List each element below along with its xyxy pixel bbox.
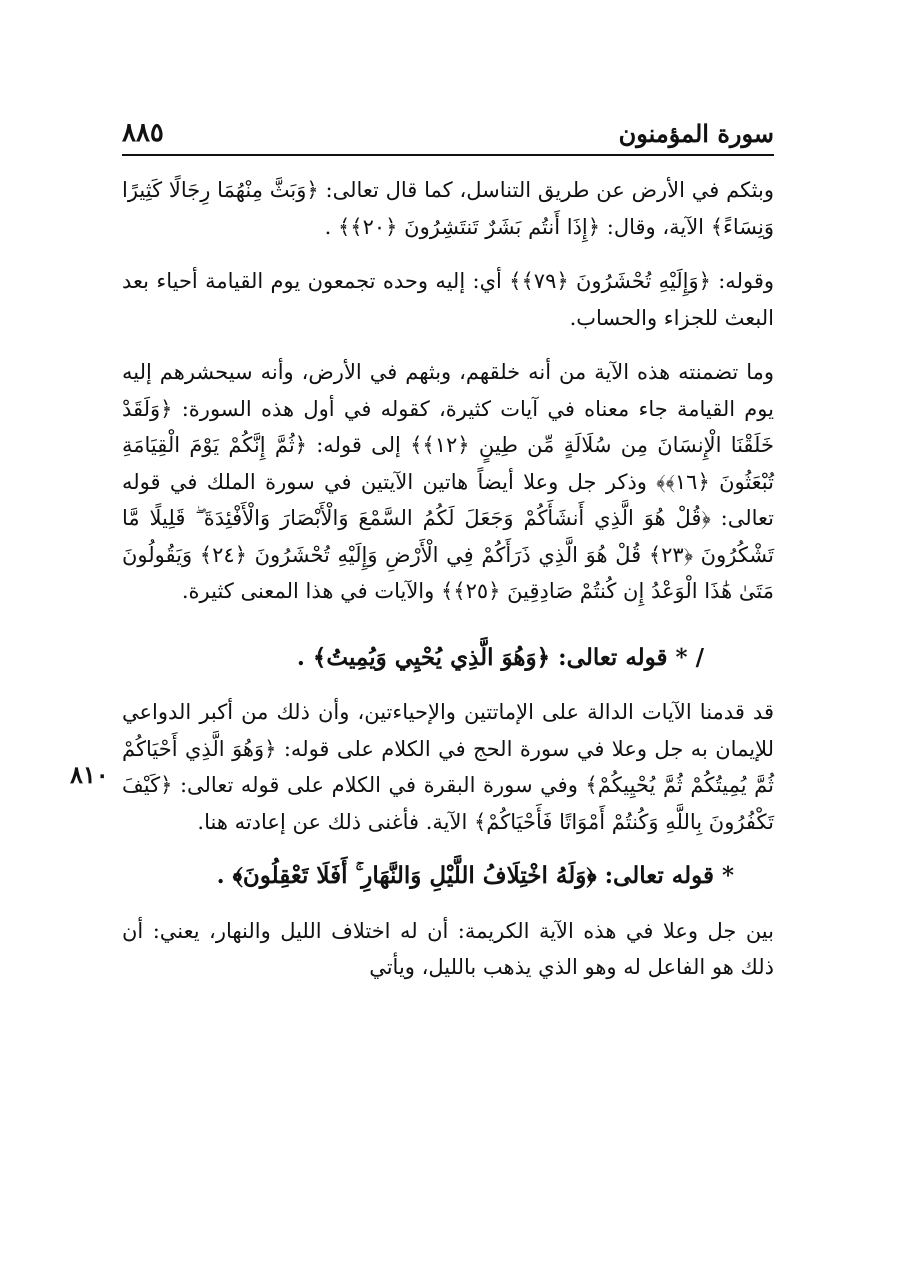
paragraph-5: بين جل وعلا في هذه الآية الكريمة: أن له اختلاف الليل والنهار، يعني: أن ذلك هو الفاعل له وهو الذي يذهب بالليل، ويأتي bbox=[122, 918, 774, 979]
page-number: ٨٨٥ bbox=[122, 118, 164, 148]
paragraph-3: وما تضمنته هذه الآية من أنه خلقهم، وبثهم في الأرض، وأنه سيحشرهم إليه يوم القيامة جاء معناه في آيات كثيرة، كقوله في أول هذه السورة: ﴿وَلَقَدْ خَلَقْنَا الْإِنسَانَ مِن سُلَالَةٍ مِّن طِينٍ ﴿١٢﴾﴾ إلى قوله: ﴿ثُمَّ إِنَّكُمْ يَوْمَ الْقِيَامَةِ تُبْعَثُونَ ﴿١٦﴾﴾ وذكر جل وعلا أيضاً هاتين الآيتين في سورة الملك في قوله تعالى: ﴿قُلْ هُوَ الَّذِي أَنشَأَكُمْ وَجَعَلَ لَكُمُ السَّمْعَ وَالْأَبْصَارَ وَالْأَفْئِدَةَ ۖ قَلِيلًا مَّا تَشْكُرُونَ ﴿٢٣﴾ قُلْ هُوَ الَّذِي ذَرَأَكُمْ فِي الْأَرْضِ وَإِلَيْهِ تُحْشَرُونَ ﴿٢٤﴾ وَيَقُولُونَ مَتَىٰ هَٰذَا الْوَعْدُ إِن كُنتُمْ صَادِقِينَ ﴿٢٥﴾﴾ والآيات في هذا المعنى كثيرة. bbox=[122, 360, 775, 603]
page-body bbox=[122, 172, 774, 1004]
margin-page-number: ٨١٠ bbox=[70, 760, 109, 789]
surah-title: سورة المؤمنون bbox=[618, 119, 774, 148]
paragraph-1: وبثكم في الأرض عن طريق التناسل، كما قال تعالى: ﴿وَبَثَّ مِنْهُمَا رِجَالًا كَثِيرًا وَنِسَاءً﴾ الآية، وقال: ﴿إِذَا أَنتُم بَشَرٌ تَنتَشِرُونَ ﴿٢٠﴾﴾ . bbox=[122, 178, 774, 239]
paragraph-2: وقوله: ﴿وَإِلَيْهِ تُحْشَرُونَ ﴿٧٩﴾﴾ أي: إليه وحده تجمعون يوم القيامة أحياء بعد البعث للجزاء والحساب. bbox=[122, 269, 774, 330]
paragraph-4: قد قدمنا الآيات الدالة على الإماتتين والإحياءتين، وأن ذلك من أكبر الدواعي للإيمان به جل وعلا في سورة الحج في الكلام على قوله: ﴿وَهُوَ الَّذِي أَحْيَاكُمْ ثُمَّ يُمِيتُكُمْ ثُمَّ يُحْيِيكُمْ﴾ وفي سورة البقرة في الكلام على قوله تعالى: ﴿كَيْفَ تَكْفُرُونَ بِاللَّهِ وَكُنتُمْ أَمْوَاتًا فَأَحْيَاكُمْ﴾ الآية. فأغنى ذلك عن إعادته هنا. bbox=[122, 700, 774, 834]
verse-heading-1: / * قوله تعالى: ﴿وَهُوَ الَّذِي يُحْيِي وَيُمِيتُ﴾ . bbox=[296, 643, 704, 671]
page-header bbox=[122, 110, 774, 156]
verse-heading-2: * قوله تعالى: ﴿وَلَهُ اخْتِلَافُ اللَّيْلِ وَالنَّهَارِ ۚ أَفَلَا تَعْقِلُونَ﴾ . bbox=[216, 862, 734, 889]
